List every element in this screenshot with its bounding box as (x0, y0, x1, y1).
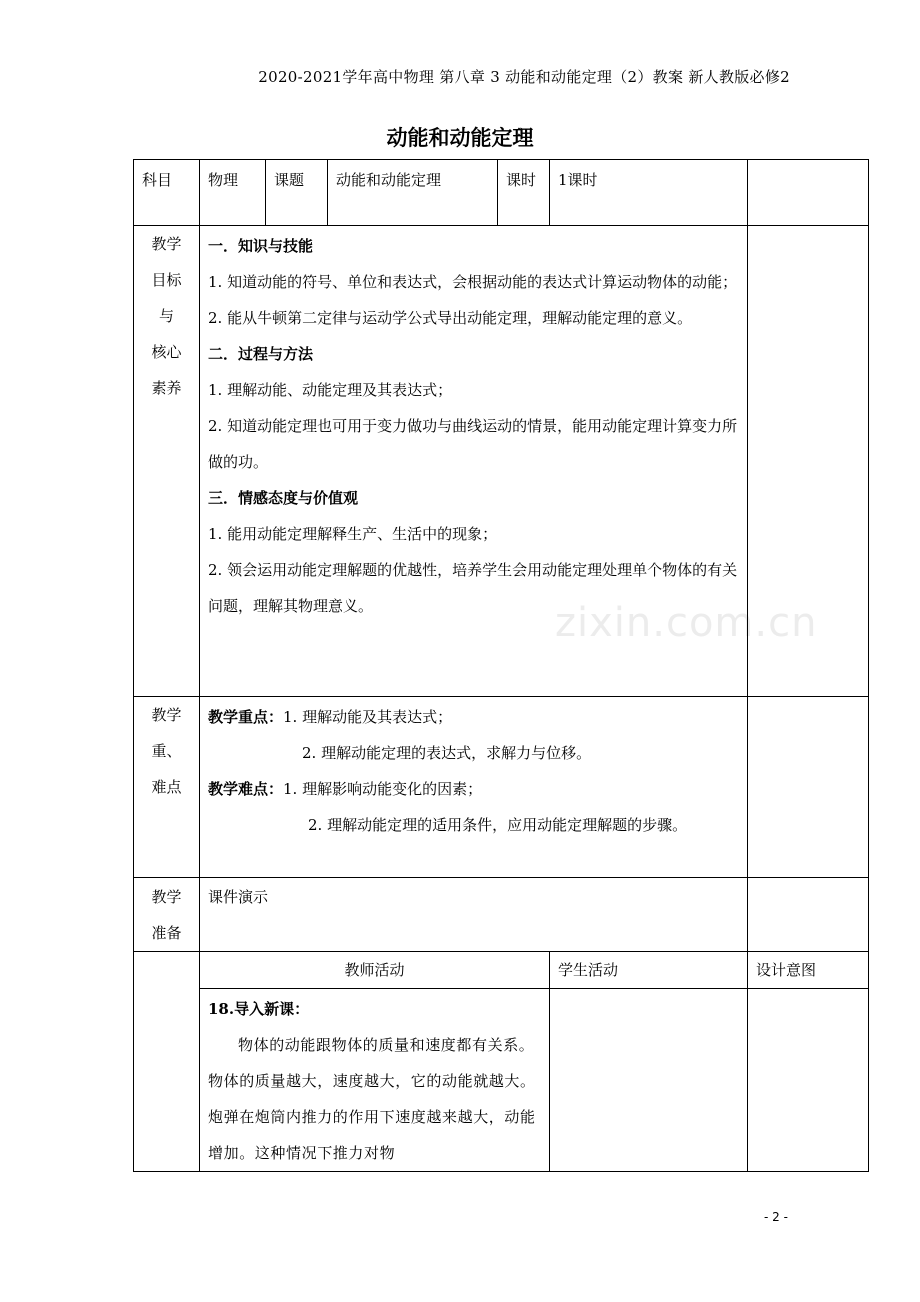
page-header: 2020-2021学年高中物理 第八章 3 动能和动能定理（2）教案 新人教版必修2 (258, 68, 790, 86)
side-line: 目标 (151, 271, 182, 289)
lesson-heading: 18.导入新课： (208, 1000, 310, 1018)
goal-item: 1. 能用动能定理解释生产、生活中的现象； (208, 525, 498, 543)
difficulty-item: 2. 理解动能定理的适用条件，应用动能定理解题的步骤。 (308, 816, 688, 834)
prep-side-label (134, 878, 200, 952)
student-activity-header: 学生活动 (550, 952, 748, 989)
design-intent-header: 设计意图 (748, 952, 869, 989)
activity-header-row (134, 952, 869, 989)
watermark: zixin.com.cn (555, 600, 818, 646)
side-line: 核心 (151, 343, 182, 361)
goal-item: 1. 知道动能的符号、单位和表达式，会根据动能的表达式计算运动物体的动能； (208, 273, 738, 291)
teacher-activity-content (200, 989, 550, 1172)
page-title: 动能和动能定理 (386, 125, 534, 150)
side-line: 难点 (151, 778, 182, 796)
focus-item: 2. 理解动能定理的表达式，求解力与位移。 (302, 744, 592, 762)
side-line: 教学 (151, 706, 182, 724)
subject-label: 科目 (134, 160, 200, 226)
topic-value: 动能和动能定理 (328, 160, 498, 226)
empty-cell (748, 160, 869, 226)
section-heading: 一．知识与技能 (208, 237, 314, 255)
side-line: 重、 (151, 742, 182, 760)
focus-line (208, 699, 739, 735)
topic-label: 课题 (266, 160, 328, 226)
difficulty-label: 教学难点： (208, 780, 284, 798)
lesson-row (134, 989, 869, 1172)
empty-cell (748, 878, 869, 952)
focus-label: 教学重点： (208, 708, 284, 726)
design-intent-content (748, 989, 869, 1172)
goal-item: 2. 知道动能定理也可用于变力做功与曲线运动的情景，能用动能定理计算变力所做的功。 (208, 417, 738, 471)
goals-row (134, 226, 869, 697)
empty-cell (748, 697, 869, 878)
side-line: 教学 (151, 235, 182, 253)
empty-cell (748, 226, 869, 697)
section-heading: 三．情感态度与价值观 (208, 489, 359, 507)
info-row (134, 160, 869, 226)
lesson-plan-table (133, 159, 869, 1172)
goal-item: 2. 领会运用动能定理解题的优越性，培养学生会用动能定理处理单个物体的有关问题，理解其物理意义。 (208, 561, 738, 615)
hours-label: 课时 (498, 160, 550, 226)
goal-item: 1. 理解动能、动能定理及其表达式； (208, 381, 453, 399)
lesson-text: 物体的动能跟物体的质量和速度都有关系。物体的质量越大，速度越大，它的动能就越大。炮弹在炮筒内推力的作用下速度越来越大，动能增加。这种情况下推力对物 (208, 1036, 536, 1162)
keypoints-side-label (134, 697, 200, 878)
page-number: - 2 - (764, 1210, 788, 1224)
side-line: 准备 (151, 924, 182, 942)
goal-item: 2. 能从牛顿第二定律与运动学公式导出动能定理，理解动能定理的意义。 (208, 309, 693, 327)
teacher-activity-header: 教师活动 (200, 952, 550, 989)
side-line: 素养 (151, 379, 182, 397)
prep-row (134, 878, 869, 952)
difficulty-item: 1. 理解影响动能变化的因素； (283, 780, 483, 798)
prep-value: 课件演示 (200, 878, 748, 952)
side-line: 教学 (151, 888, 182, 906)
difficulty-line (208, 771, 739, 807)
subject-value: 物理 (200, 160, 266, 226)
hours-value: 1课时 (550, 160, 748, 226)
empty-cell (134, 952, 200, 1172)
section-heading: 二．过程与方法 (208, 345, 314, 363)
goals-side-label (134, 226, 200, 697)
goals-content (200, 226, 748, 697)
student-activity-content (550, 989, 748, 1172)
keypoints-row (134, 697, 869, 878)
side-line: 与 (158, 307, 174, 325)
keypoints-content (200, 697, 748, 878)
focus-item: 1. 理解动能及其表达式； (283, 708, 453, 726)
